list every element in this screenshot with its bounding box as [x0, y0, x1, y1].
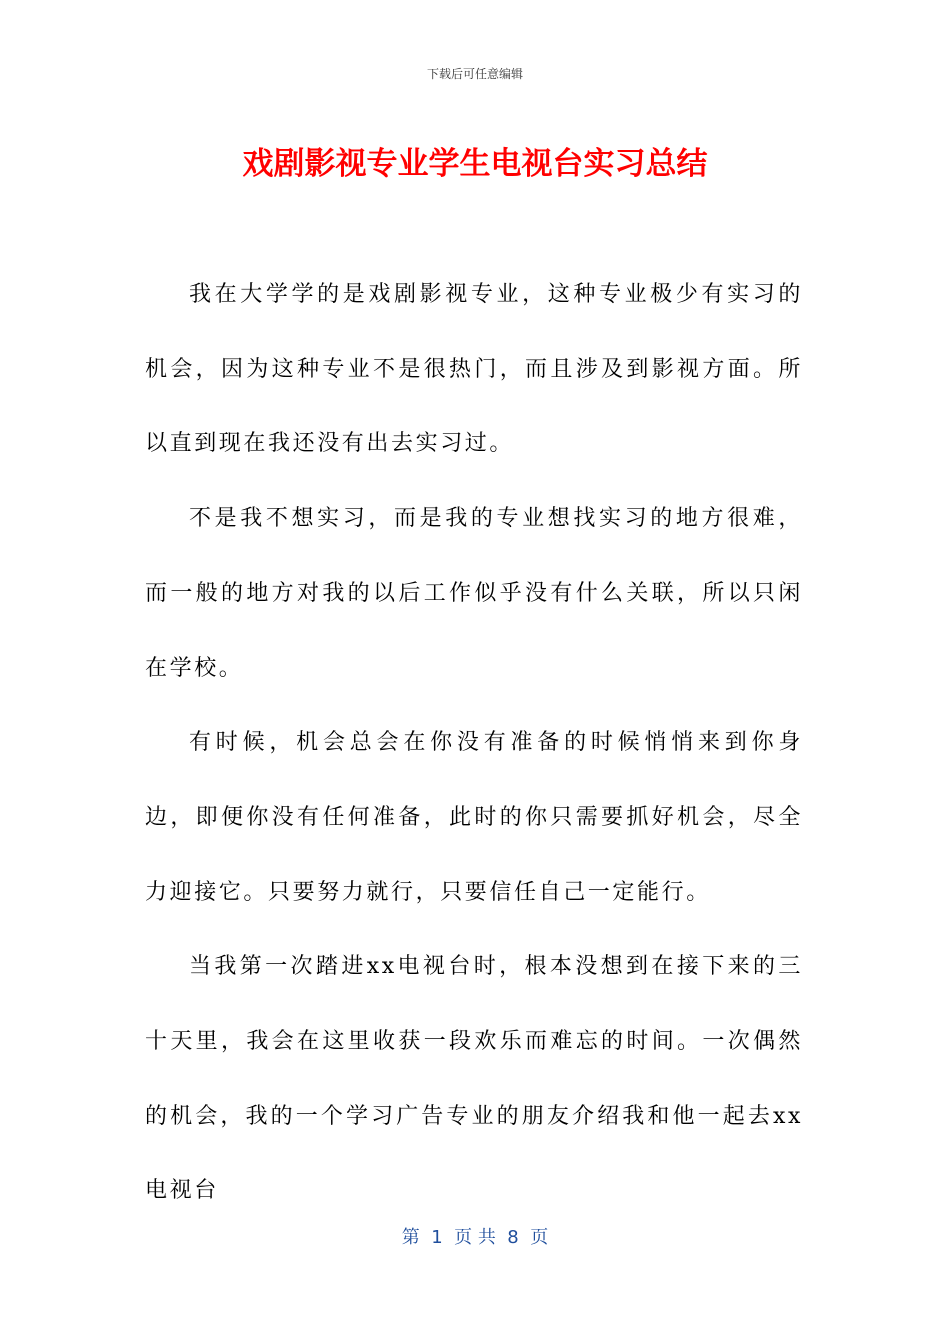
document-body: [145, 258, 803, 1229]
paragraph: 有时候，机会总会在你没有准备的时候悄悄来到你身边，即便你没有任何准备，此时的你只需要抓好机会，尽全力迎接它。只要努力就行，只要信任自己一定能行。: [145, 730, 803, 905]
paragraph: 我在大学学的是戏剧影视专业，这种专业极少有实习的机会，因为这种专业不是很热门，而且涉及到影视方面。所以直到现在我还没有出去实习过。: [145, 282, 803, 457]
page-number: 第 1 页 共 8 页: [401, 1227, 549, 1248]
document-title: 戏剧影视专业学生电视台实习总结: [242, 146, 708, 182]
download-note: 下载后可任意编辑: [426, 67, 523, 81]
paragraph: 不是我不想实习，而是我的专业想找实习的地方很难，而一般的地方对我的以后工作似乎没有什么关联，所以只闲在学校。: [145, 506, 803, 681]
paragraph: 当我第一次踏进xx电视台时，根本没想到在接下来的三十天里，我会在这里收获一段欢乐而难忘的时间。一次偶然的机会，我的一个学习广告专业的朋友介绍我和他一起去xx电视台: [145, 954, 803, 1204]
